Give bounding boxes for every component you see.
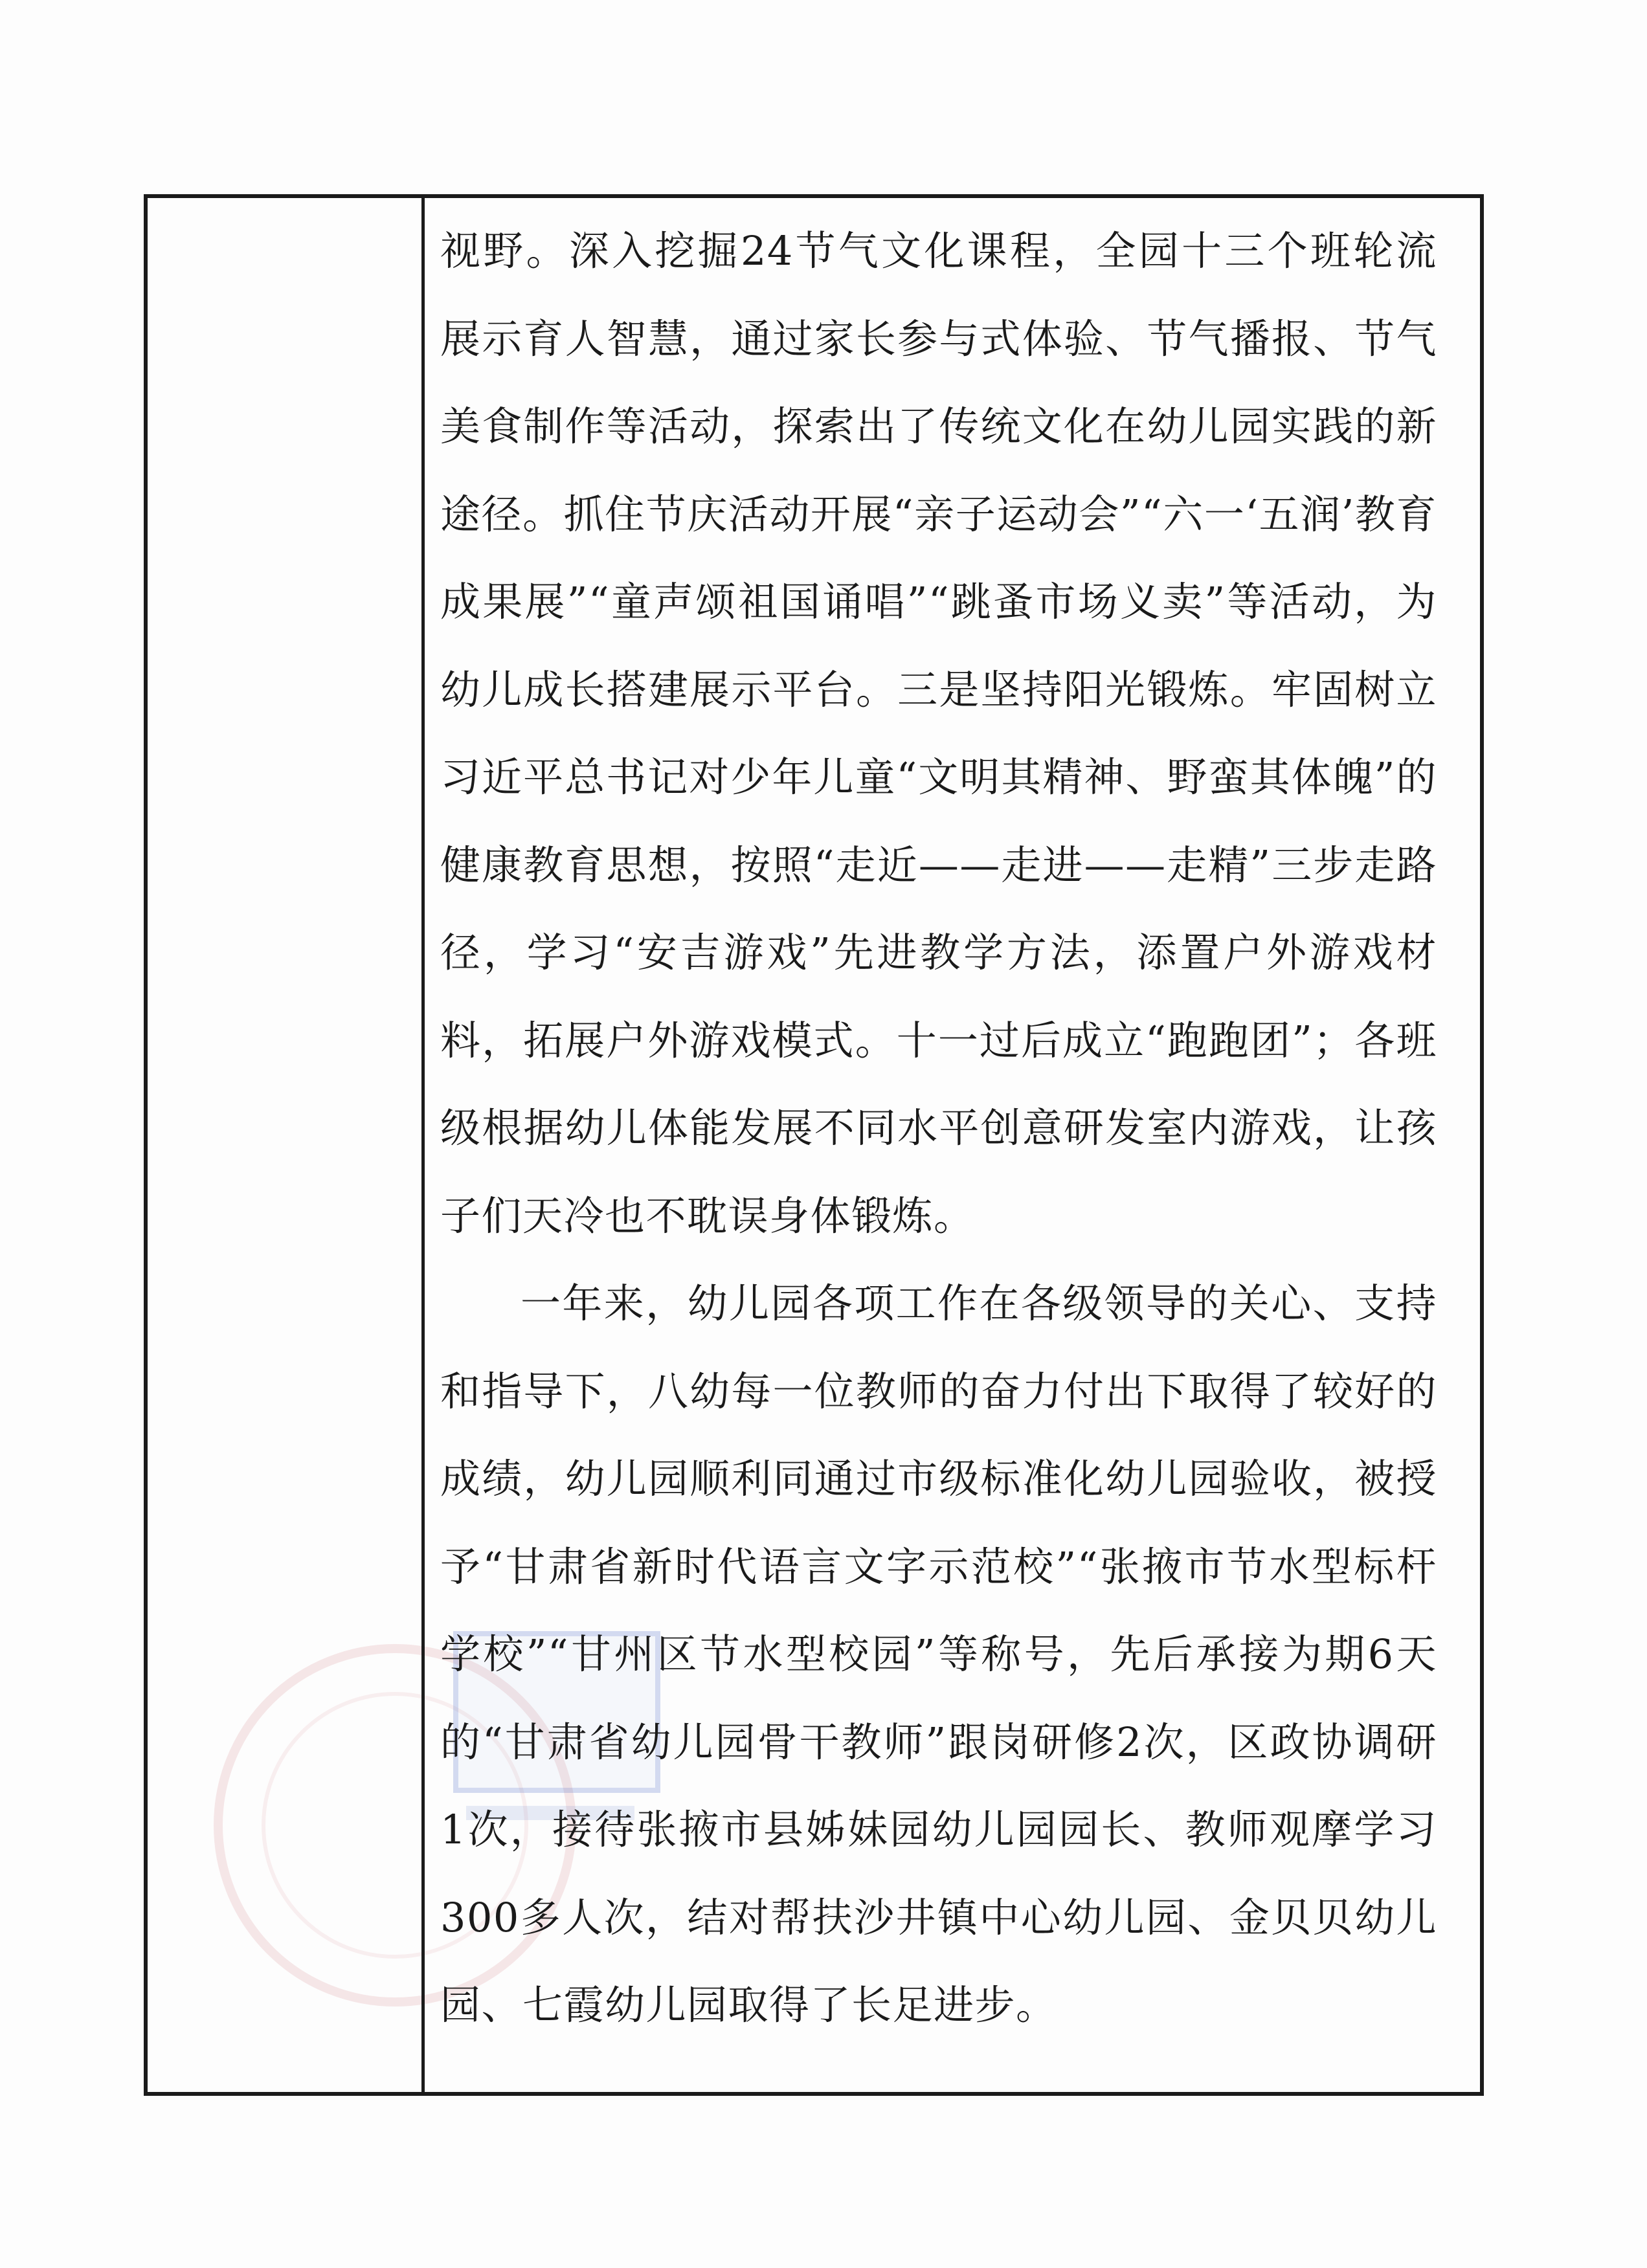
body-paragraph-1: 视野。深入挖掘24节气文化课程，全园十三个班轮流展示育人智慧，通过家长参与式体验、节气播报、节气美食制作等活动，探索出了传统文化在幼儿园实践的新途径。抓住节庆活动开展“亲子运动会”“六一‘五润’教育成果展”“童声颂祖国诵唱”“跳蚤市场义卖”等活动，为幼儿成长搭建展示平台。三是坚持阳光锻炼。牢固树立习近平总书记对少年儿童“文明其精神、野蛮其体魄”的健康教育思想，按照“走近——走进——走精”三步走路径，学习“安吉游戏”先进教学方法，添置户外游戏材料，拓展户外游戏模式。十一过后成立“跑跑团”；各班级根据幼儿体能发展不同水平创意研发室内游戏，让孩子们天冷也不耽误身体锻炼。 (440, 227, 1437, 1240)
body-paragraph-2: 一年来，幼儿园各项工作在各级领导的关心、支持和指导下，八幼每一位教师的奋力付出下取得了较好的成绩，幼儿园顺利同通过市级标准化幼儿园验收，被授予“甘肃省新时代语言文字示范校”“张掖市节水型标杆学校”“甘州区节水型校园”等称号，先后承接为期6天的“甘肃省幼儿园骨干教师”跟岗研修2次，区政协调研1次，接待张掖市县姊妹园幼儿园园长、教师观摩学习300多人次，结对帮扶沙井镇中心幼儿园、金贝贝幼儿园、七霞幼儿园取得了长足进步。 (440, 1280, 1437, 2029)
table-content-cell (440, 207, 1437, 2049)
table-column-divider (421, 194, 425, 2096)
table-left-cell (148, 198, 421, 2092)
